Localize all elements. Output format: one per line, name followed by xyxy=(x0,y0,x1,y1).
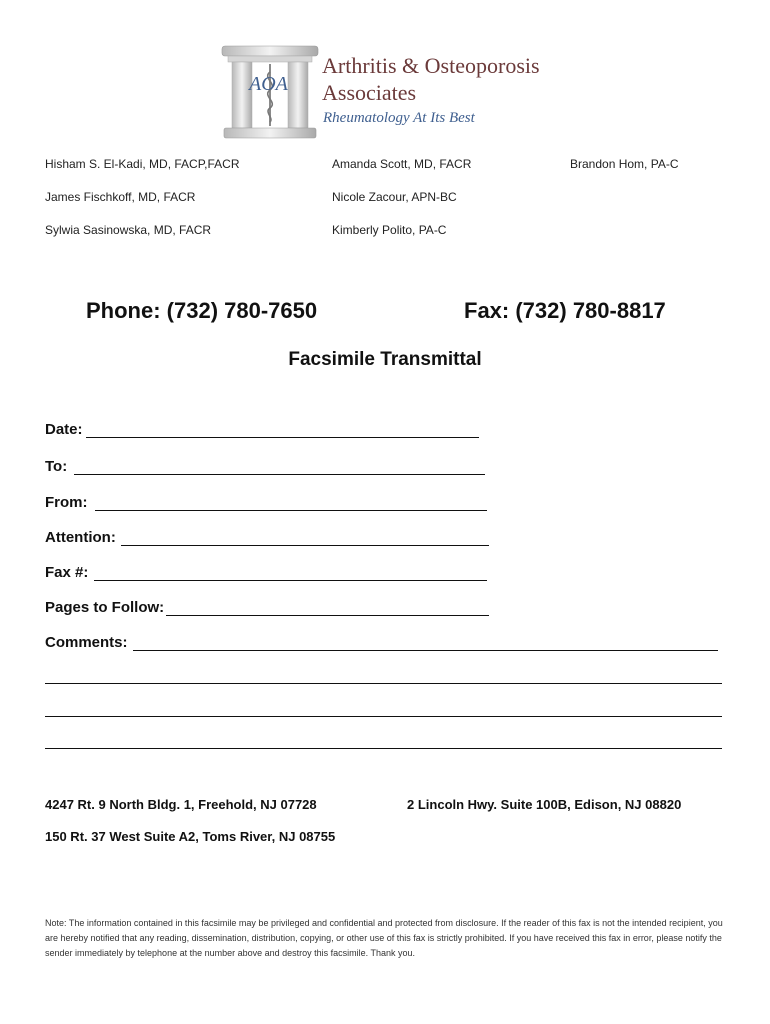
from-label: From: xyxy=(45,494,88,511)
pages-field[interactable] xyxy=(166,615,489,616)
comments-line[interactable] xyxy=(45,748,722,749)
comments-line[interactable] xyxy=(45,716,722,717)
to-field[interactable] xyxy=(74,474,485,475)
from-field[interactable] xyxy=(95,510,487,511)
practice-name-line2: Associates xyxy=(322,80,417,105)
to-label: To: xyxy=(45,458,68,475)
logo-letters: AOA xyxy=(249,73,288,95)
fax-label: Fax #: xyxy=(45,564,89,581)
staff-name: Kimberly Polito, PA-C xyxy=(332,223,447,237)
staff-name: Nicole Zacour, APN-BC xyxy=(332,190,457,204)
staff-name: James Fischkoff, MD, FACR xyxy=(45,190,196,204)
date-field[interactable] xyxy=(86,437,479,438)
confidentiality-note: Note: The information contained in this facsimile may be privileged and confidential and protected from disclosure. If the reader of this fax is not the intended recipient, you are hereby notified that any reading, dissemination, distribution, copying, or other use of this fax is strictly prohibited. If you have received this fax in error, please notify the sender immediately by telephone at the number above and destroy this facsimile. Thank you. xyxy=(45,918,723,958)
date-label: Date: xyxy=(45,421,83,438)
staff-name: Amanda Scott, MD, FACR xyxy=(332,157,472,171)
pages-label: Pages to Follow: xyxy=(45,599,165,616)
comments-label: Comments: xyxy=(45,634,128,651)
column-emblem-icon xyxy=(218,44,322,140)
attention-label: Attention: xyxy=(45,529,116,546)
phone-number: Phone: (732) 780-7650 xyxy=(86,298,318,323)
practice-tagline: Rheumatology At Its Best xyxy=(323,110,475,126)
fax-field[interactable] xyxy=(94,580,487,581)
address-freehold: 4247 Rt. 9 North Bldg. 1, Freehold, NJ 07728 xyxy=(45,797,317,812)
address-edison: 2 Lincoln Hwy. Suite 100B, Edison, NJ 08820 xyxy=(407,797,682,812)
practice-logo xyxy=(218,44,558,140)
attention-field[interactable] xyxy=(121,545,489,546)
form-title: Facsimile Transmittal xyxy=(288,349,482,370)
fax-number: Fax: (732) 780-8817 xyxy=(464,298,666,323)
comments-line[interactable] xyxy=(45,683,722,684)
practice-name-line1: Arthritis & Osteoporosis xyxy=(322,53,540,78)
staff-name: Sylwia Sasinowska, MD, FACR xyxy=(45,223,212,237)
comments-field[interactable] xyxy=(133,650,718,651)
staff-name: Hisham S. El-Kadi, MD, FACP,FACR xyxy=(45,157,240,171)
address-toms-river: 150 Rt. 37 West Suite A2, Toms River, NJ 08755 xyxy=(45,829,336,844)
staff-name: Brandon Hom, PA-C xyxy=(570,157,679,171)
